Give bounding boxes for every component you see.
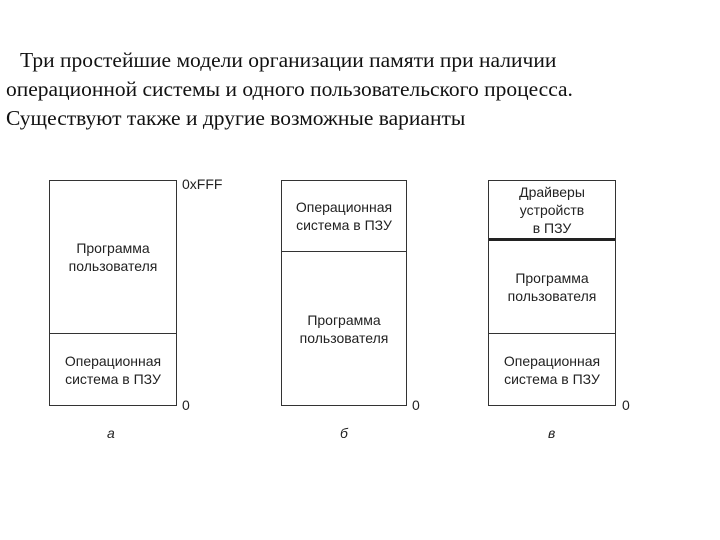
- segment-device-drivers-rom: [489, 181, 615, 238]
- segment-user-program: [50, 181, 176, 333]
- title-line-1: Три простейшие модели организации памяти при наличии: [20, 48, 557, 72]
- segment-label: устройств: [519, 201, 585, 218]
- segment-label: Программа: [76, 240, 150, 256]
- title-line-3: Существуют также и другие возможные варианты: [6, 106, 466, 130]
- segment-label: Операционная: [503, 352, 601, 369]
- diagram-caption: в: [548, 425, 556, 441]
- memory-diagram-a: [49, 180, 177, 406]
- segment-label: в ПЗУ: [532, 219, 572, 236]
- diagram-caption: а: [107, 425, 115, 441]
- segment-os-rom: [50, 333, 176, 405]
- segment-label: пользователя: [68, 258, 158, 274]
- segment-label: Программа: [307, 311, 381, 328]
- segment-label: Драйверы: [519, 183, 585, 200]
- bottom-address-label: 0: [622, 397, 630, 413]
- segment-label: система в ПЗУ: [65, 370, 161, 387]
- top-address-label: 0xFFF: [182, 176, 223, 192]
- diagram-caption: б: [340, 425, 348, 441]
- segment-label: пользователя: [299, 329, 389, 346]
- segment-user-program: [282, 251, 406, 405]
- memory-diagram-b: [281, 180, 407, 406]
- bottom-address-label: 0: [412, 397, 420, 413]
- segment-label: пользователя: [507, 288, 597, 304]
- title-line-2: операционной системы и одного пользовательского процесса.: [6, 77, 573, 101]
- segment-user-program: [489, 238, 615, 333]
- segment-label: Операционная: [64, 352, 162, 369]
- slide-title: [6, 46, 706, 133]
- segment-label: Операционная: [295, 199, 393, 215]
- segment-label: система в ПЗУ: [296, 217, 392, 233]
- segment-os-rom: [282, 181, 406, 251]
- segment-os-rom: [489, 333, 615, 405]
- segment-label: система в ПЗУ: [504, 370, 600, 387]
- bottom-address-label: 0: [182, 397, 190, 413]
- segment-label: Программа: [515, 270, 589, 286]
- memory-diagram-c: [488, 180, 616, 406]
